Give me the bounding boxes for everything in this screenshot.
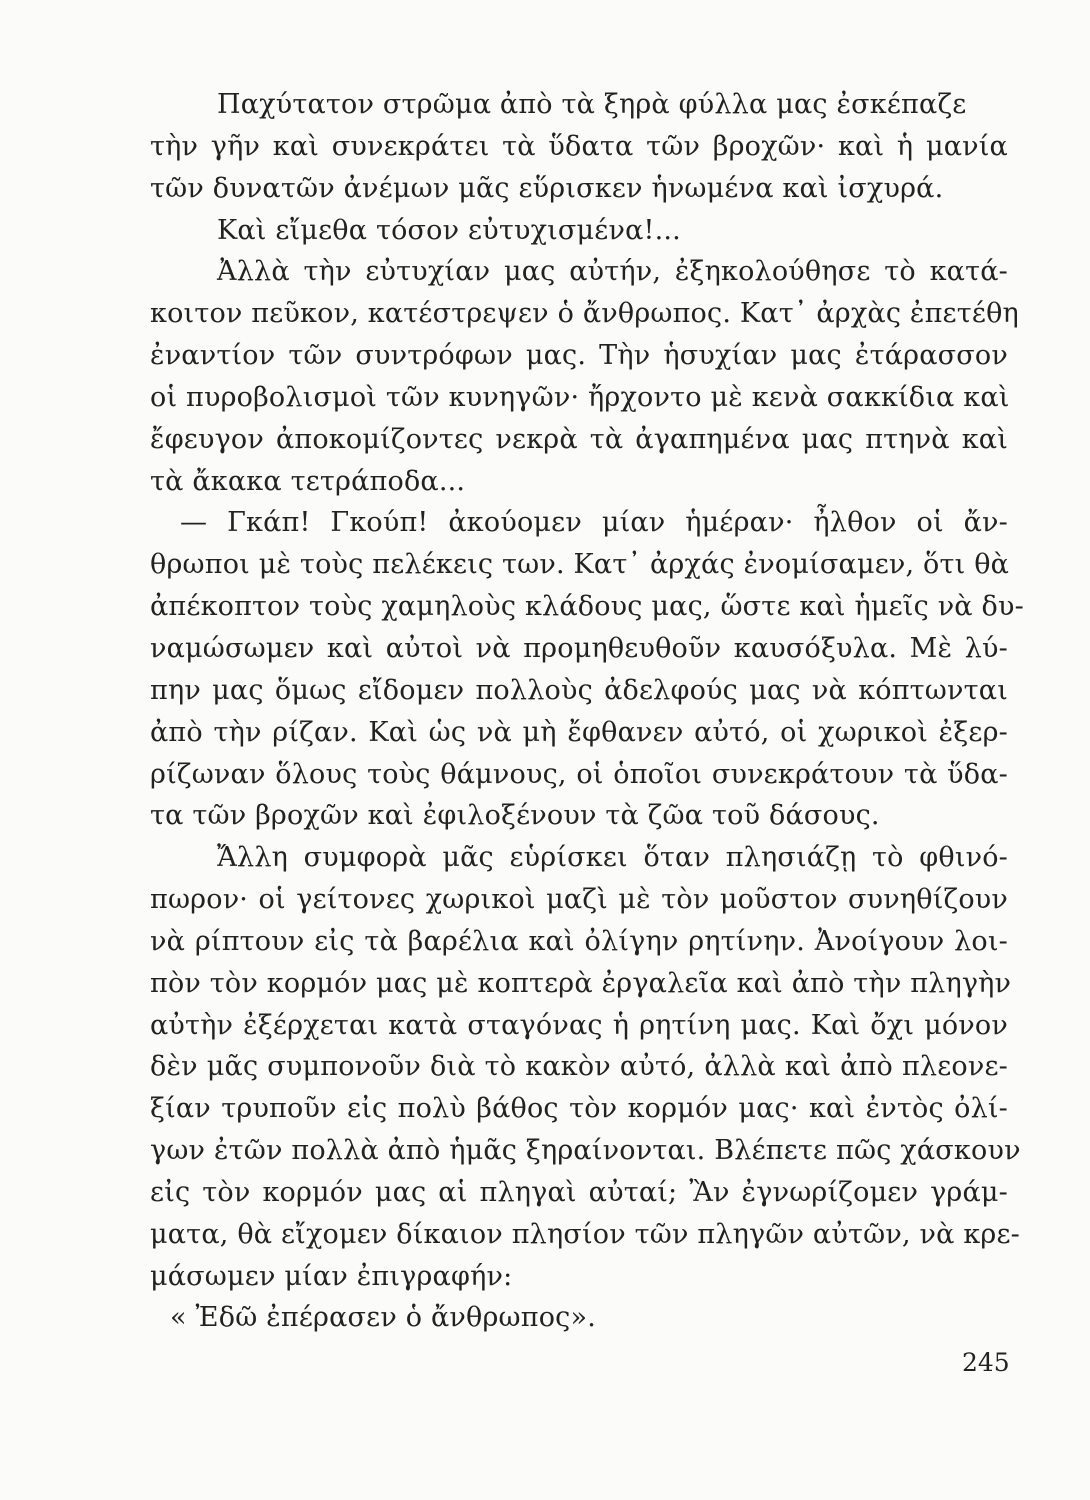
- text-line: Ἀλλὰ τὴν εὐτυχίαν μας αὐτήν, ἐξηκολούθησε τὸ κατά-: [217, 256, 1008, 288]
- text-line: ἀπέκοπτον τοὺς χαμηλοὺς κλάδους μας, ὥστε καὶ ἡμεῖς νὰ δυ-: [150, 591, 1024, 623]
- text-line: εἰς τὸν κορμόν μας αἱ πληγαὶ αὐταί; Ἂν ἐγνωρίζομεν γράμ-: [150, 1176, 1008, 1208]
- text-line: ματα, θὰ εἴχομεν δίκαιον πλησίον τῶν πληγῶν αὐτῶν, νὰ κρε-: [150, 1218, 1020, 1250]
- page-number: 245: [962, 1348, 1010, 1377]
- text-line: νὰ ρίπτουν εἰς τὰ βαρέλια καὶ ὀλίγην ρητίνην. Ἀνοίγουν λοι-: [150, 925, 1008, 957]
- text-line: ἐναντίον τῶν συντρόφων μας. Τὴν ἡσυχίαν μας ἐτάρασσον: [150, 340, 1008, 372]
- text-line: — Γκάπ! Γκούπ! ἀκούομεν μίαν ἡμέραν· ἦλθον οἱ ἄν-: [180, 507, 1008, 539]
- text-line: ναμώσωμεν καὶ αὐτοὶ νὰ προμηθευθοῦν καυσόξυλα. Μὲ λύ-: [150, 632, 1008, 664]
- text-line: μάσωμεν μίαν ἐπιγραφήν:: [150, 1260, 513, 1292]
- text-line: οἱ πυροβολισμοὶ τῶν κυνηγῶν· ἤρχοντο μὲ κενὰ σακκίδια καὶ: [150, 381, 1010, 413]
- text-line: Παχύτατον στρῶμα ἀπὸ τὰ ξηρὰ φύλλα μας ἐσκέπαζε: [217, 89, 967, 120]
- text-line: θρωποι μὲ τοὺς πελέκεις των. Κατ᾽ ἀρχάς ἐνομίσαμεν, ὅτι θὰ: [150, 549, 1010, 581]
- text-line: τὴν γῆν καὶ συνεκράτει τὰ ὕδατα τῶν βροχῶν· καὶ ἡ μανία: [150, 130, 1008, 162]
- text-line: τα τῶν βροχῶν καὶ ἐφιλοξένουν τὰ ζῶα τοῦ δάσους.: [150, 800, 880, 832]
- text-line: τὰ ἄκακα τετράποδα...: [150, 465, 466, 497]
- text-line: ρίζωναν ὅλους τοὺς θάμνους, οἱ ὁποῖοι συνεκράτουν τὰ ὕδα-: [150, 758, 1008, 790]
- text-line: « Ἐδῶ ἐπέρασεν ὁ ἄνθρωπος».: [170, 1302, 596, 1334]
- body-text: [150, 84, 1024, 1339]
- text-line: Καὶ εἴμεθα τόσον εὐτυχισμένα!...: [217, 214, 681, 246]
- text-line: δὲν μᾶς συμπονοῦν διὰ τὸ κακὸν αὐτό, ἀλλὰ καὶ ἀπὸ πλεονε-: [150, 1051, 1008, 1083]
- text-line: αὐτὴν ἐξέρχεται κατὰ σταγόνας ἡ ρητίνη μας. Καὶ ὄχι μόνον: [150, 1009, 1008, 1041]
- text-line: γων ἐτῶν πολλὰ ἀπὸ ἡμᾶς ξηραίνονται. Βλέπετε πῶς χάσκουν: [150, 1135, 1021, 1167]
- text-line: ἀπὸ τὴν ρίζαν. Καὶ ὡς νὰ μὴ ἔφθανεν αὐτό, οἱ χωρικοὶ ἐξερ-: [150, 716, 1008, 748]
- text-line: ξίαν τρυποῦν εἰς πολὺ βάθος τὸν κορμόν μας· καὶ ἐντὸς ὀλί-: [150, 1093, 1008, 1125]
- text-line: κοιτον πεῦκον, κατέστρεψεν ὁ ἄνθρωπος. Κατ᾽ ἀρχὰς ἐπετέθη: [150, 298, 1019, 330]
- text-line: ἔφευγον ἀποκομίζοντες νεκρὰ τὰ ἀγαπημένα μας πτηνὰ καὶ: [150, 423, 1008, 455]
- text-line: πην μας ὅμως εἴδομεν πολλοὺς ἀδελφούς μας νὰ κόπτωνται: [150, 674, 1008, 706]
- text-line: Ἄλλη συμφορὰ μᾶς εὑρίσκει ὅταν πλησιάζῃ τὸ φθινό-: [217, 842, 1008, 874]
- text-line: τῶν δυνατῶν ἀνέμων μᾶς εὕρισκεν ἡνωμένα καὶ ἰσχυρά.: [150, 172, 944, 204]
- text-line: πωρον· οἱ γείτονες χωρικοὶ μαζὶ μὲ τὸν μοῦστον συνηθίζουν: [150, 884, 1008, 916]
- text-line: πὸν τὸν κορμόν μας μὲ κοπτερὰ ἐργαλεῖα καὶ ἀπὸ τὴν πληγὴν: [150, 967, 1012, 999]
